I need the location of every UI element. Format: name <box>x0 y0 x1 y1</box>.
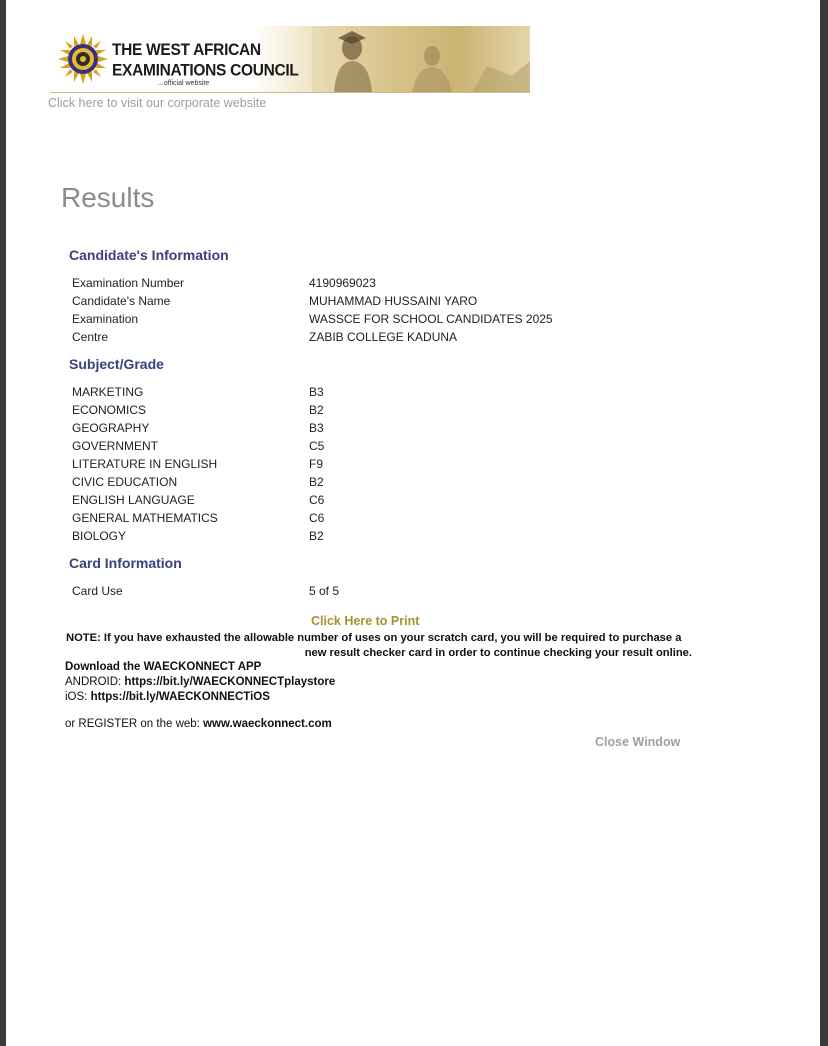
waec-seal-logo <box>58 34 108 84</box>
subject-grade: C6 <box>309 493 325 507</box>
subject-name: CIVIC EDUCATION <box>72 475 178 489</box>
subject-row <box>72 511 632 529</box>
info-row-exam-number <box>72 276 632 294</box>
subject-grade: B3 <box>309 421 324 435</box>
ios-download-line <box>65 691 270 703</box>
corporate-website-link[interactable]: Click here to visit our corporate website <box>48 96 267 110</box>
subject-row <box>72 403 632 421</box>
subject-name: BIOLOGY <box>72 529 127 543</box>
subject-name: GOVERNMENT <box>72 439 159 453</box>
subject-name: GENERAL MATHEMATICS <box>72 511 218 525</box>
subject-name: MARKETING <box>72 385 144 399</box>
results-page <box>6 0 820 1046</box>
row-label: Centre <box>72 330 109 344</box>
ios-label: iOS: <box>65 691 91 703</box>
brand-tagline: ...official website <box>158 80 210 87</box>
row-value: WASSCE FOR SCHOOL CANDIDATES 2025 <box>309 312 553 326</box>
info-row-candidate-name <box>72 294 632 312</box>
row-label: Card Use <box>72 584 123 598</box>
subject-grade: C5 <box>309 439 325 453</box>
register-line <box>65 718 332 730</box>
row-label: Examination Number <box>72 276 185 290</box>
card-info-heading: Card Information <box>69 555 182 571</box>
subject-row <box>72 457 632 475</box>
subject-grade: B2 <box>309 529 324 543</box>
row-value: MUHAMMAD HUSSAINI YARO <box>309 294 478 308</box>
android-label: ANDROID: <box>65 676 125 688</box>
row-value: ZABIB COLLEGE KADUNA <box>309 330 458 344</box>
subject-grade: F9 <box>309 457 324 471</box>
subject-name: ECONOMICS <box>72 403 147 417</box>
row-value: 4190969023 <box>309 276 376 290</box>
subject-grade-heading: Subject/Grade <box>69 356 164 372</box>
android-download-line <box>65 676 335 688</box>
brand-name: THE WEST AFRICAN EXAMINATIONS COUNCIL <box>112 41 299 80</box>
register-label: or REGISTER on the web: <box>65 718 204 730</box>
scratch-card-note <box>66 631 692 661</box>
download-title-text: Download the WAECKONNECT APP <box>65 661 262 673</box>
subject-name: GEOGRAPHY <box>72 421 150 435</box>
card-use-value: 5 of 5 <box>309 584 340 598</box>
graduate-photo <box>312 26 530 92</box>
subject-grade: B2 <box>309 475 324 489</box>
ios-store-link[interactable]: https://bit.ly/WAECKONNECTiOS <box>90 691 270 703</box>
subject-grade: C6 <box>309 511 325 525</box>
download-app-title <box>65 661 261 673</box>
subject-row <box>72 529 632 547</box>
info-row-centre <box>72 330 632 348</box>
subject-grade: B2 <box>309 403 324 417</box>
subject-row <box>72 385 632 403</box>
row-label: Candidate's Name <box>72 294 171 308</box>
row-label: Examination <box>72 312 139 326</box>
subject-row <box>72 493 632 511</box>
subject-row <box>72 475 632 493</box>
candidate-info-heading: Candidate's Information <box>69 247 229 263</box>
page-title: Results <box>61 182 155 213</box>
print-link[interactable]: Click Here to Print <box>311 614 420 628</box>
close-window-link[interactable]: Close Window <box>595 735 681 749</box>
register-web-link[interactable]: www.waeckonnect.com <box>203 718 332 730</box>
subject-name: ENGLISH LANGUAGE <box>72 493 195 507</box>
waec-header-banner[interactable] <box>50 26 530 93</box>
subject-row <box>72 439 632 457</box>
subject-row <box>72 421 632 439</box>
subject-grade: B3 <box>309 385 324 399</box>
info-row-examination <box>72 312 632 330</box>
android-store-link[interactable]: https://bit.ly/WAECKONNECTplaystore <box>124 676 336 688</box>
note-line-1: NOTE: If you have exhausted the allowable number of uses on your scratch card, you will be required to purchase a <box>66 632 682 644</box>
subject-name: LITERATURE IN ENGLISH <box>72 457 218 471</box>
card-use-row <box>72 584 632 602</box>
note-line-2: new result checker card in order to continue checking your result online. <box>304 647 692 659</box>
